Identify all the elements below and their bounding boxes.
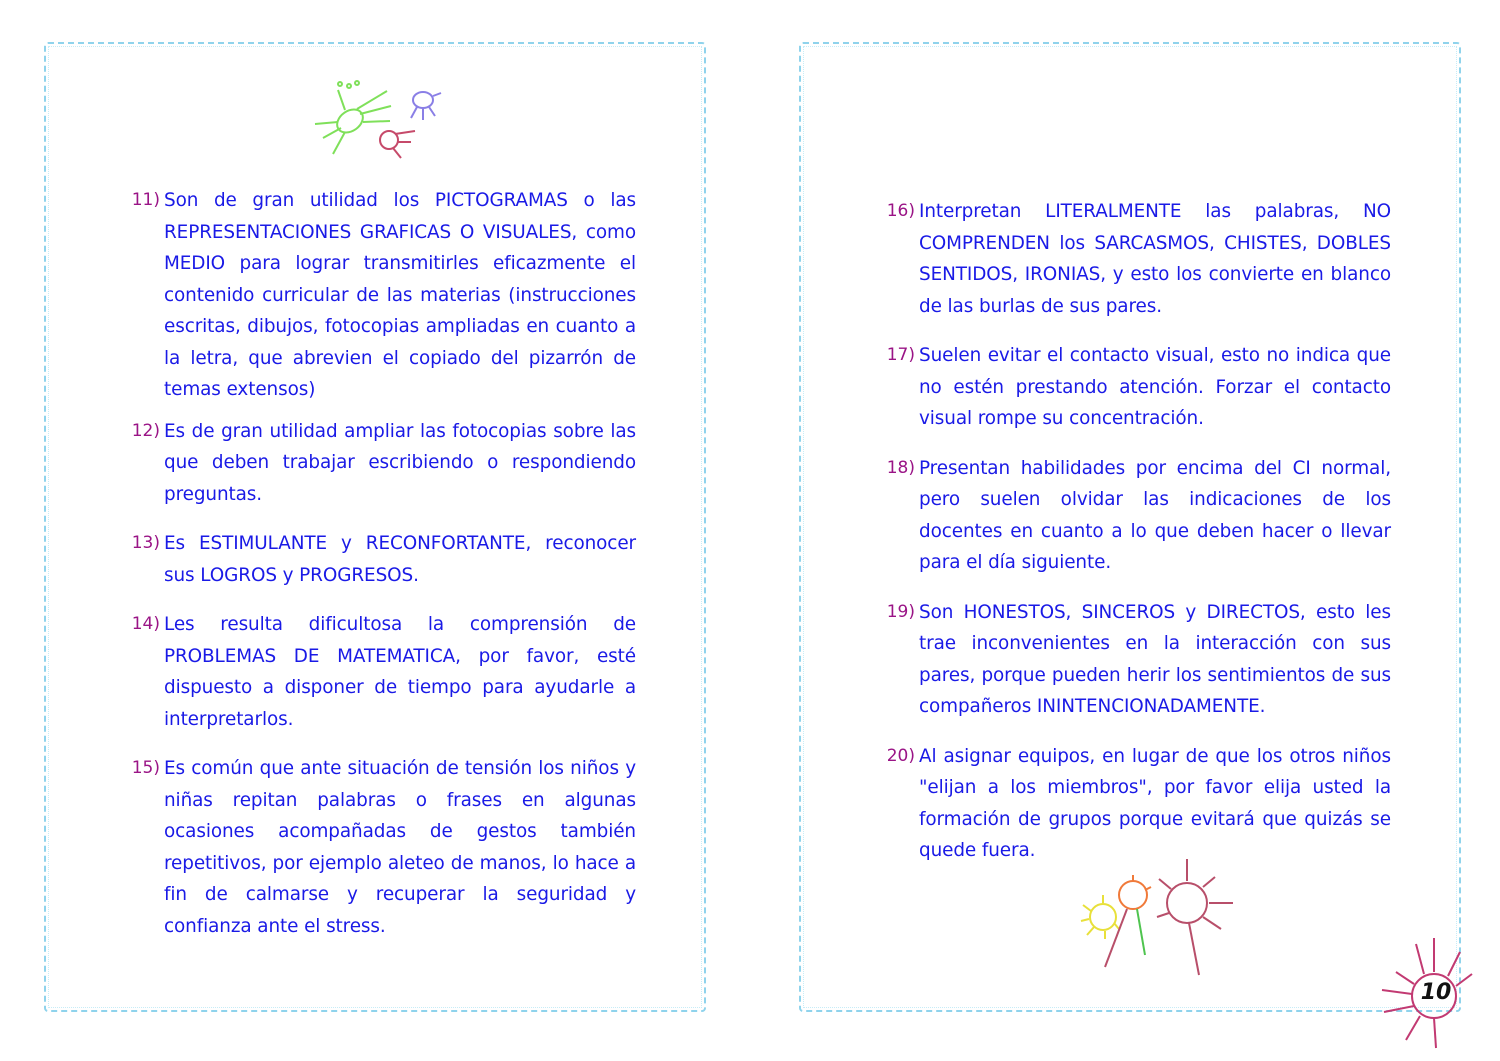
item-text: Es ESTIMULANTE y RECONFORTANTE, reconocer sus LOGROS y PROGRESOS. bbox=[164, 533, 636, 586]
left-list bbox=[120, 185, 636, 942]
item-text: Presentan habilidades por encima del CI normal, pero suelen olvidar las indicaciones de los docentes en cuanto a lo que deben hacer o llevar para el día siguiente. bbox=[919, 457, 1391, 573]
list-item bbox=[875, 741, 1391, 867]
item-text: Son HONESTOS, SINCEROS y DIRECTOS, esto les trae inconvenientes en la interacción con sus pares, porque pueden herir los sentimientos de sus compañeros ININTENCIONADAMENTE. bbox=[919, 601, 1391, 717]
item-number: 17) bbox=[886, 345, 915, 365]
suns-doodle-icon bbox=[1075, 855, 1240, 980]
list-item bbox=[120, 416, 636, 511]
list-item bbox=[875, 597, 1391, 723]
item-text: Interpretan LITERALMENTE las palabras, NO COMPRENDEN los SARCASMOS, CHISTES, DOBLES SENTIDOS, IRONIAS, y esto los convierte en blanco de las burlas de sus pares. bbox=[919, 201, 1391, 317]
item-text: Es de gran utilidad ampliar las fotocopias sobre las que deben trabajar escribiendo o respondiendo preguntas. bbox=[164, 420, 636, 505]
list-item bbox=[120, 753, 636, 942]
item-text: Les resulta dificultosa la comprensión de PROBLEMAS DE MATEMATICA, por favor, esté dispuesto a disponer de tiempo para ayudarle a interpretarlos. bbox=[164, 614, 636, 730]
item-text: Son de gran utilidad los PICTOGRAMAS o las REPRESENTACIONES GRAFICAS O VISUALES, como MEDIO para lograr transmitirles eficazmente el contenido curricular de las materias (instrucciones escritas, dibujos, fotocopias ampliadas en cuanto a la letra, que abrevien el copiado del pizarrón de temas extensos) bbox=[164, 190, 636, 400]
list-item bbox=[875, 340, 1391, 435]
item-number: 12) bbox=[131, 420, 160, 441]
list-item bbox=[120, 609, 636, 735]
item-text: Suelen evitar el contacto visual, esto no indica que no estén prestando atención. Forzar el contacto visual rompe su concentración. bbox=[919, 345, 1391, 429]
bugs-doodle-icon bbox=[305, 76, 450, 166]
item-number: 11) bbox=[131, 190, 160, 210]
list-item bbox=[875, 453, 1391, 579]
item-number: 13) bbox=[131, 533, 160, 553]
item-text: Es común que ante situación de tensión los niños y niñas repitan palabras o frases en algunas ocasiones acompañadas de gestos también repetitivos, por ejemplo aleteo de manos, lo hace a fin de calmarse y recuperar la seguridad y confianza ante el stress. bbox=[164, 758, 636, 937]
item-text: Al asignar equipos, en lugar de que los otros niños "elijan a los miembros", por favor elija usted la formación de grupos porque evitará que quizás se quede fuera. bbox=[919, 745, 1391, 861]
item-number: 18) bbox=[886, 457, 915, 478]
item-number: 16) bbox=[886, 201, 915, 221]
item-number: 20) bbox=[886, 745, 915, 766]
page-number: 10 bbox=[1420, 980, 1452, 1005]
list-item bbox=[875, 196, 1391, 322]
right-list bbox=[875, 196, 1391, 867]
item-number: 14) bbox=[131, 614, 160, 634]
list-item bbox=[120, 528, 636, 591]
list-item bbox=[120, 185, 636, 406]
item-number: 19) bbox=[886, 601, 915, 622]
item-number: 15) bbox=[131, 758, 160, 778]
